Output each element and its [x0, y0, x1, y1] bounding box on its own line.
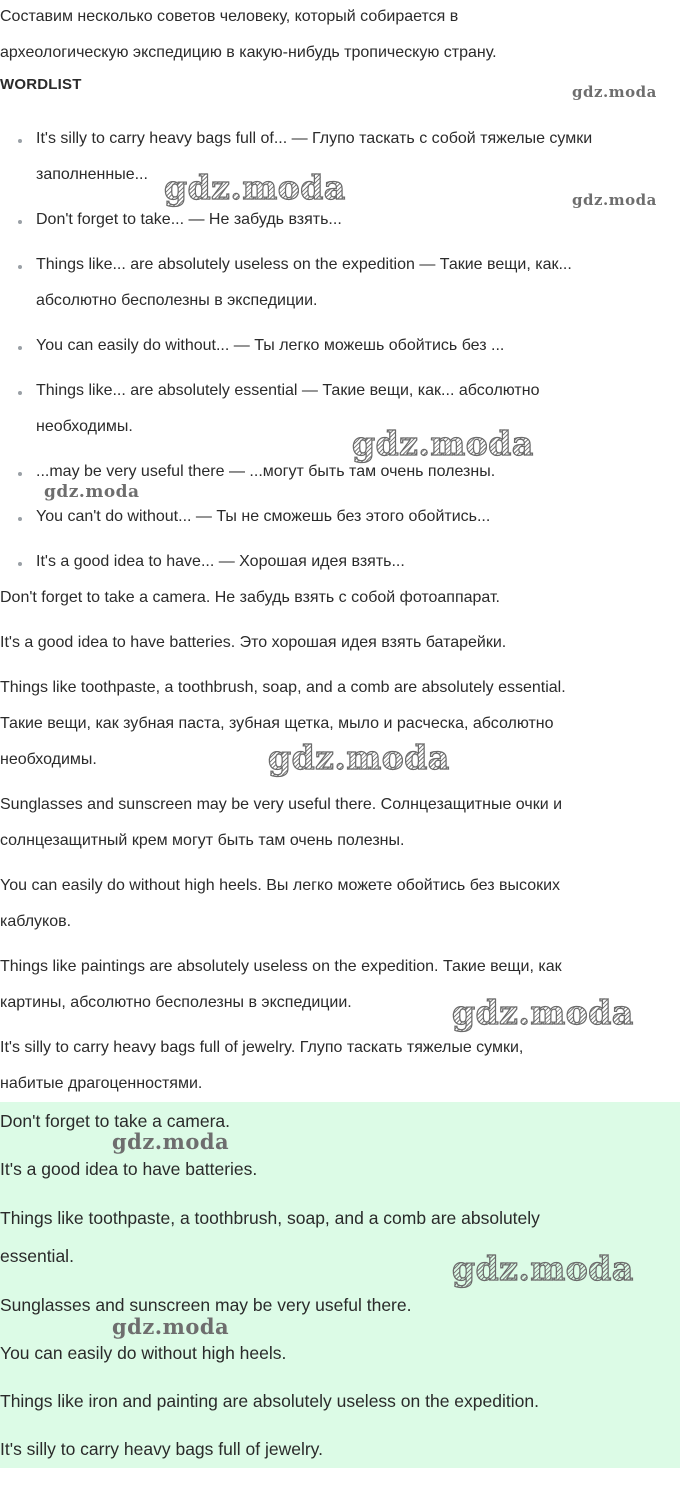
watermark-logo: gdz.moda: [268, 738, 450, 777]
watermark-logo: gdz.moda: [112, 1314, 230, 1339]
sentence-line: You can easily do without high heels. Вы легко можете обойтись без высоких: [0, 877, 561, 894]
watermark-logo: gdz.moda: [572, 83, 657, 101]
sentence-line: каблуков.: [0, 913, 72, 930]
watermark-logo: gdz.moda: [452, 1249, 634, 1288]
watermark-logo: gdz.moda: [112, 1129, 230, 1154]
list-item-text: You can easily do without... — Ты легко можешь обойтись без ...: [36, 337, 505, 354]
sentence-line: набитые драгоценностями.: [0, 1075, 203, 1092]
bullet-icon: [18, 562, 22, 566]
list-item-text: It's a good idea to have... — Хорошая идея взять...: [36, 553, 405, 570]
list-item-text: Things like... are absolutely useless on the expedition — Такие вещи, как...: [36, 256, 572, 273]
intro-line-2: археологическую экспедицию в какую-нибудь тропическую страну.: [0, 44, 497, 61]
list-item-continuation: необходимы.: [36, 418, 133, 435]
list-item-text: You can't do without... — Ты не сможешь без этого обойтись...: [36, 508, 491, 525]
sentence-line: It's a good idea to have batteries. Это хорошая идея взять батарейки.: [0, 634, 507, 651]
answer-line: It's a good idea to have batteries.: [0, 1159, 258, 1179]
sentence-line: Things like paintings are absolutely useless on the expedition. Такие вещи, как: [0, 958, 562, 975]
answer-line: Don't forget to take a camera.: [0, 1111, 230, 1131]
sentence-line: It's silly to carry heavy bags full of jewelry. Глупо таскать тяжелые сумки,: [0, 1039, 524, 1056]
answer-line: Things like toothpaste, a toothbrush, soap, and a comb are absolutely: [0, 1208, 540, 1228]
watermark-logo: gdz.moda: [452, 993, 634, 1032]
list-item-text: Things like... are absolutely essential — Такие вещи, как... абсолютно: [36, 382, 540, 399]
answer-line: Things like iron and painting are absolutely useless on the expedition.: [0, 1391, 539, 1411]
sentence-line: необходимы.: [0, 751, 97, 768]
bullet-icon: [18, 220, 22, 224]
list-item-text: ...may be very useful there — ...могут быть там очень полезны.: [36, 463, 496, 480]
bullet-icon: [18, 346, 22, 350]
bullet-icon: [18, 139, 22, 143]
list-item-text: Don't forget to take... — Не забудь взять...: [36, 211, 342, 228]
answer-line: It's silly to carry heavy bags full of jewelry.: [0, 1439, 323, 1459]
watermark-logo: gdz.moda: [572, 191, 657, 209]
answer-line: You can easily do without high heels.: [0, 1343, 287, 1363]
watermark-logo: gdz.moda: [352, 424, 534, 463]
wordlist-heading: WORDLIST: [0, 76, 82, 93]
bullet-icon: [18, 265, 22, 269]
list-item-text: It's silly to carry heavy bags full of... — Глупо таскать с собой тяжелые сумки: [36, 130, 593, 147]
watermark-logo: gdz.moda: [44, 482, 140, 502]
answer-line: Sunglasses and sunscreen may be very useful there.: [0, 1295, 412, 1315]
sentence-line: солнцезащитный крем могут быть там очень полезны.: [0, 832, 405, 849]
bullet-icon: [18, 391, 22, 395]
list-item-continuation: абсолютно бесполезны в экспедиции.: [36, 292, 318, 309]
bullet-icon: [18, 517, 22, 521]
sentence-line: Sunglasses and sunscreen may be very useful there. Солнцезащитные очки и: [0, 796, 563, 813]
list-item-continuation: заполненные...: [36, 166, 148, 183]
sentence-line: Такие вещи, как зубная паста, зубная щетка, мыло и расческа, абсолютно: [0, 715, 554, 732]
sentence-line: Don't forget to take a camera. Не забудь взять с собой фотоаппарат.: [0, 589, 500, 606]
sentence-line: картины, абсолютно бесполезны в экспедиции.: [0, 994, 352, 1011]
answer-line: essential.: [0, 1246, 74, 1266]
sentence-line: Things like toothpaste, a toothbrush, soap, and a comb are absolutely essential.: [0, 679, 566, 696]
intro-line-1: Составим несколько советов человеку, который собирается в: [0, 8, 459, 25]
bullet-icon: [18, 472, 22, 476]
watermark-logo: gdz.moda: [164, 168, 346, 207]
